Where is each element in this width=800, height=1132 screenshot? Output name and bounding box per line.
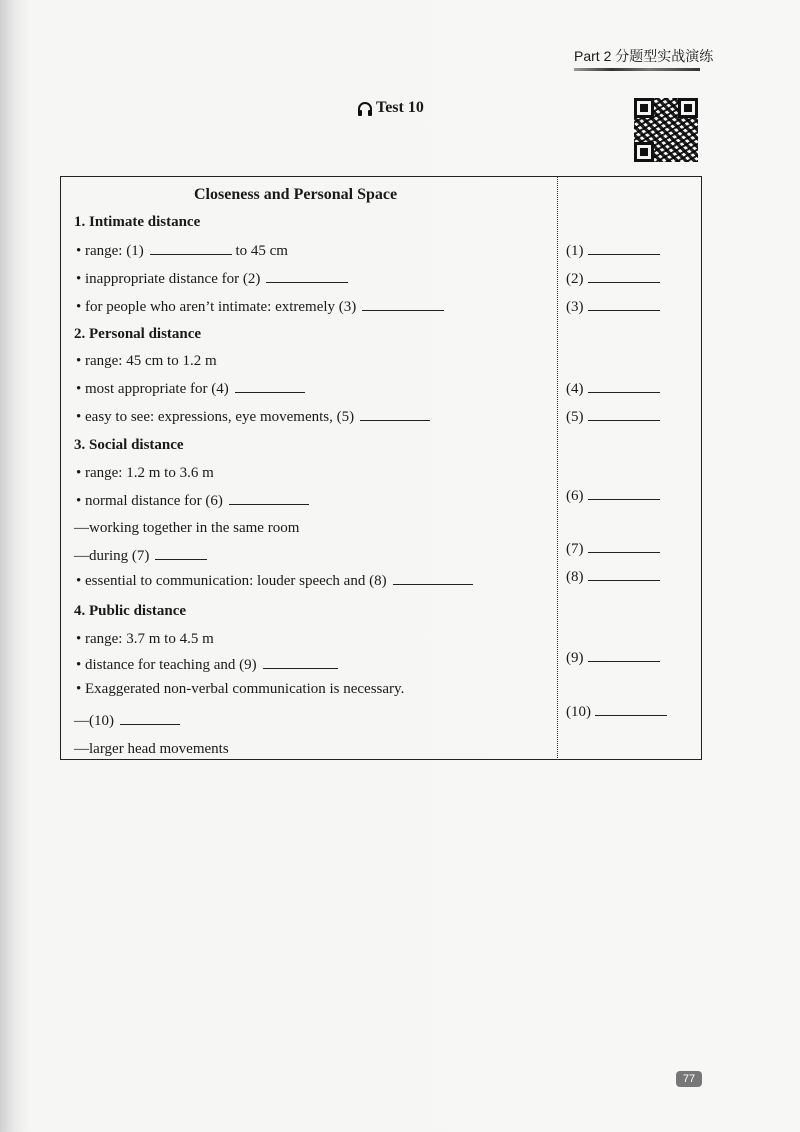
qr-code[interactable] bbox=[634, 98, 698, 162]
test-title-text: Test 10 bbox=[376, 99, 424, 116]
line-text: —larger head movements bbox=[74, 741, 229, 757]
section-heading bbox=[74, 214, 200, 231]
worksheet-line bbox=[74, 713, 180, 730]
answer-blank[interactable] bbox=[235, 391, 305, 393]
answer-number: (3) bbox=[566, 299, 584, 315]
page-number: 77 bbox=[676, 1071, 702, 1087]
answer-blank[interactable] bbox=[266, 281, 348, 283]
line-text: • normal distance for (6) bbox=[76, 493, 223, 509]
answer-number: (2) bbox=[566, 271, 584, 287]
worksheet-line bbox=[74, 520, 299, 537]
answer-blank[interactable] bbox=[393, 583, 473, 585]
answer-blank[interactable] bbox=[588, 579, 660, 581]
answer-blank[interactable] bbox=[120, 723, 180, 725]
section-heading bbox=[74, 603, 186, 620]
answer-blank[interactable] bbox=[588, 281, 660, 283]
worksheet-line bbox=[76, 465, 214, 482]
answer-blank[interactable] bbox=[588, 498, 660, 500]
line-text: • easy to see: expressions, eye movements, (5) bbox=[76, 409, 355, 425]
section-header: Part 2 分题型实战演练 bbox=[574, 48, 714, 64]
worksheet-line bbox=[76, 409, 430, 426]
line-text: 1. Intimate distance bbox=[74, 214, 201, 230]
answer-slot bbox=[566, 381, 660, 398]
answer-blank[interactable] bbox=[362, 309, 444, 311]
answer-number: (9) bbox=[566, 650, 584, 666]
answer-number: (7) bbox=[566, 541, 584, 557]
worksheet-line bbox=[76, 631, 214, 648]
line-text: —(10) bbox=[74, 713, 114, 729]
worksheet-line bbox=[76, 381, 305, 398]
answer-number: (8) bbox=[566, 569, 584, 585]
answer-slot bbox=[566, 409, 660, 426]
answer-number: (5) bbox=[566, 409, 584, 425]
line-text: • range: (1) bbox=[76, 243, 144, 259]
answer-number: (10) bbox=[566, 704, 591, 720]
header-rule bbox=[574, 68, 700, 71]
line-text: • range: 1.2 m to 3.6 m bbox=[76, 465, 214, 481]
line-text: • essential to communication: louder speech and (8) bbox=[76, 573, 387, 589]
worksheet-line bbox=[74, 741, 229, 758]
line-text: —during (7) bbox=[74, 548, 150, 564]
line-text: • Exaggerated non-verbal communication is necessary. bbox=[76, 681, 405, 697]
worksheet-line bbox=[76, 271, 348, 288]
worksheet-line bbox=[76, 493, 309, 510]
answer-slot bbox=[566, 704, 667, 721]
line-text: • distance for teaching and (9) bbox=[76, 657, 257, 673]
answer-blank[interactable] bbox=[588, 551, 660, 553]
answer-blank[interactable] bbox=[588, 391, 660, 393]
worksheet-line bbox=[74, 548, 207, 565]
answer-blank[interactable] bbox=[263, 667, 338, 669]
worksheet-line bbox=[76, 657, 338, 674]
answer-blank[interactable] bbox=[588, 253, 660, 255]
answer-blank[interactable] bbox=[588, 660, 660, 662]
answer-slot bbox=[566, 541, 660, 558]
answer-blank[interactable] bbox=[150, 253, 232, 255]
answer-number: (1) bbox=[566, 243, 584, 259]
answer-slot bbox=[566, 299, 660, 316]
answer-blank[interactable] bbox=[588, 419, 660, 421]
worksheet-title: Closeness and Personal Space bbox=[194, 186, 398, 203]
dotted-divider bbox=[557, 176, 558, 760]
answer-slot bbox=[566, 650, 660, 667]
test-title bbox=[357, 99, 424, 117]
answer-blank[interactable] bbox=[229, 503, 309, 505]
line-text: 4. Public distance bbox=[74, 603, 187, 619]
section-heading bbox=[74, 437, 184, 454]
headphones-icon bbox=[357, 101, 373, 116]
worksheet-line bbox=[76, 681, 404, 698]
line-text: • most appropriate for (4) bbox=[76, 381, 229, 397]
line-text: • range: 3.7 m to 4.5 m bbox=[76, 631, 214, 647]
worksheet-line bbox=[76, 299, 444, 316]
answer-blank[interactable] bbox=[360, 419, 430, 421]
answer-slot bbox=[566, 271, 660, 288]
answer-blank[interactable] bbox=[155, 558, 207, 560]
line-text: —working together in the same room bbox=[74, 520, 300, 536]
line-text-after: to 45 cm bbox=[231, 243, 288, 259]
answer-slot bbox=[566, 488, 660, 505]
worksheet-line bbox=[76, 573, 473, 590]
answer-blank[interactable] bbox=[595, 714, 667, 716]
line-text: • for people who aren’t intimate: extremely (3) bbox=[76, 299, 357, 315]
answer-slot bbox=[566, 569, 660, 586]
answer-slot bbox=[566, 243, 660, 260]
line-text: • inappropriate distance for (2) bbox=[76, 271, 261, 287]
worksheet-line bbox=[76, 243, 288, 260]
answer-number: (4) bbox=[566, 381, 584, 397]
section-heading bbox=[74, 326, 201, 343]
answer-number: (6) bbox=[566, 488, 584, 504]
line-text: • range: 45 cm to 1.2 m bbox=[76, 353, 217, 369]
worksheet-line bbox=[76, 353, 217, 370]
answer-blank[interactable] bbox=[588, 309, 660, 311]
line-text: 2. Personal distance bbox=[74, 326, 202, 342]
line-text: 3. Social distance bbox=[74, 437, 184, 453]
